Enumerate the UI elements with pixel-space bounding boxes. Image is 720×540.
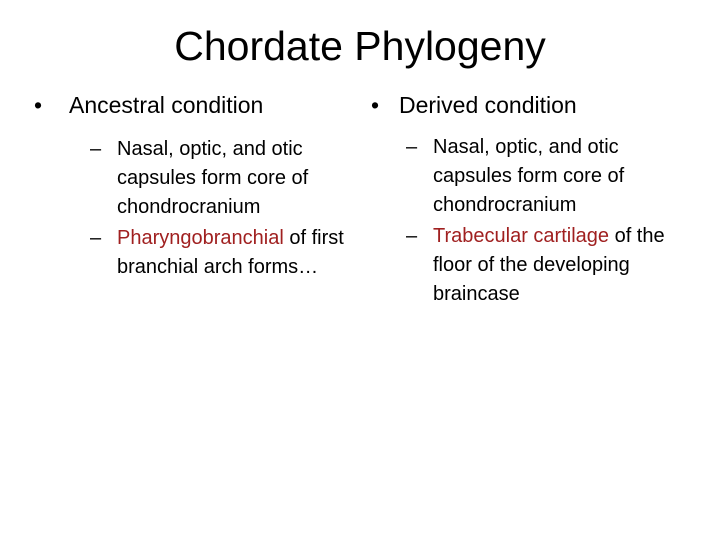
left-subitem-2 xyxy=(90,224,354,282)
left-heading: Ancestral condition xyxy=(69,92,264,118)
right-subitem-2 xyxy=(406,222,701,309)
bullet-dot: • xyxy=(34,92,43,118)
right-subitems xyxy=(371,133,701,309)
left-subitems xyxy=(34,135,354,282)
left-subitem-2-text: of first branchial arch forms… xyxy=(117,227,344,278)
right-bullet xyxy=(371,89,701,121)
right-subitem-2-text: of the floor of the developing braincase xyxy=(433,225,665,305)
slide-title: Chordate Phylogeny xyxy=(174,23,546,69)
left-column xyxy=(34,89,354,284)
right-heading: Derived condition xyxy=(399,92,577,118)
dash-mark: – xyxy=(90,138,102,160)
left-subitem-1-text: Nasal, optic, and otic capsules form core of chondrocranium xyxy=(117,138,309,218)
left-bullet xyxy=(34,89,354,121)
dash-mark: – xyxy=(90,227,102,249)
bullet-dot: • xyxy=(371,92,380,118)
right-subitem-1-text: Nasal, optic, and otic capsules form core of chondrocranium xyxy=(433,136,625,216)
dash-mark: – xyxy=(406,136,418,158)
left-subitem-1 xyxy=(90,135,354,222)
dash-mark: – xyxy=(406,225,418,247)
right-subitem-2-highlight: Trabecular cartilage xyxy=(433,225,610,247)
right-column xyxy=(371,89,701,311)
right-subitem-1 xyxy=(406,133,701,220)
left-subitem-2-highlight: Pharyngobranchial xyxy=(117,227,284,249)
